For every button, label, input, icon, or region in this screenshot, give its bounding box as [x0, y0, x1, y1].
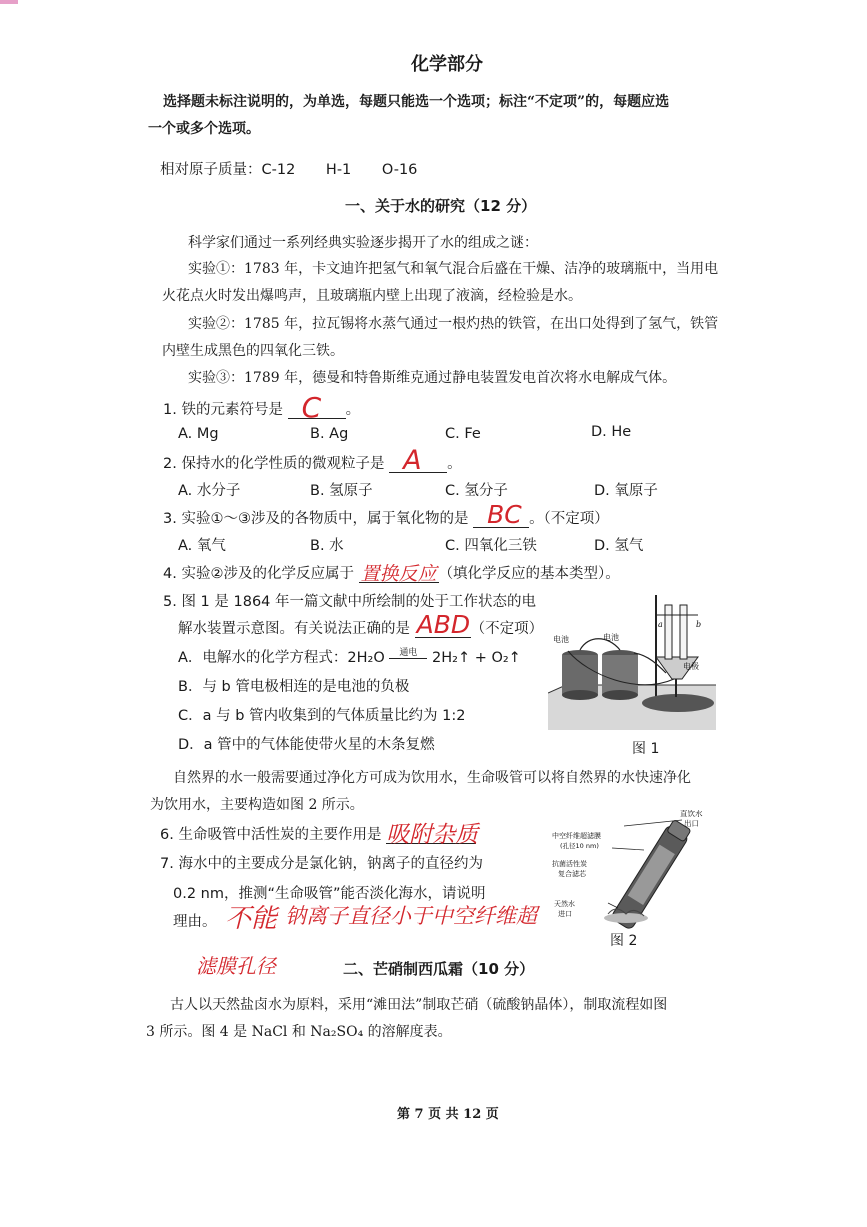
q2-answer: A — [403, 445, 422, 476]
q3-option-a[interactable]: A. 氧气 — [178, 538, 226, 554]
page-title: 化学部分 — [411, 54, 483, 75]
section1-intro: 科学家们通过一系列经典实验逐步揭开了水的组成之谜： — [188, 235, 538, 251]
atomic-mass-c: C-12 — [261, 162, 296, 178]
q2-option-a[interactable]: A. 水分子 — [178, 483, 241, 499]
fig2-carbon-label: 抗菌活性炭 — [552, 860, 587, 868]
q1-end: 。 — [345, 402, 361, 418]
q5-line2-text: 解水装置示意图。有关说法正确的是 — [178, 621, 410, 637]
q1-option-d[interactable]: D. He — [591, 424, 632, 440]
q5-option-a-lhs: A．电解水的化学方程式：2H₂O — [178, 650, 385, 666]
q2-option-b[interactable]: B. 氢原子 — [310, 483, 373, 499]
fig2-carbon-label-2: 复合滤芯 — [558, 870, 586, 878]
figure-2-caption: 图 2 — [610, 933, 638, 949]
q1-text: 1. 铁的元素符号是 — [163, 402, 283, 418]
q3-blank[interactable] — [473, 500, 529, 529]
exp2-line1: 实验②：1785 年，拉瓦锡将水蒸气通过一根灼热的铁管，在出口处得到了氢气，铁管 — [188, 316, 719, 332]
q6-blank[interactable] — [386, 822, 479, 848]
q3-option-d[interactable]: D. 氢气 — [594, 538, 644, 554]
exp1-line1: 实验①：1783 年，卡文迪许把氢气和氧气混合后盛在干燥、洁净的玻璃瓶中，当用电 — [188, 261, 719, 277]
section2-title: 二、芒硝制西瓜霜（10 分） — [343, 960, 535, 978]
q4-answer: 置换反应 — [360, 563, 437, 585]
reaction-condition-text: 通电 — [399, 647, 418, 658]
page-footer: 第 7 页 共 12 页 — [397, 1107, 499, 1122]
q6 — [160, 822, 479, 848]
q1-blank[interactable] — [288, 391, 346, 424]
fig2-inlet-label-2: 进口 — [558, 910, 572, 918]
q2-option-c[interactable]: C. 氢分子 — [445, 483, 508, 499]
fig2-inlet-label: 天然水 — [554, 900, 575, 908]
battery-label-1: 电池 — [553, 635, 569, 644]
q6-answer: 吸附杂质 — [386, 822, 479, 848]
figure-1-caption: 图 1 — [632, 741, 660, 757]
q7-line2: 0.2 nm，推测“生命吸管”能否淡化海水，请说明 — [173, 886, 486, 902]
q5-end: （不定项） — [470, 621, 544, 637]
q4-blank[interactable] — [359, 565, 439, 583]
q3-text: 3. 实验①～③涉及的各物质中，属于氧化物的是 — [163, 511, 469, 527]
q4-end: （填化学反应的基本类型）。 — [438, 566, 620, 582]
reaction-condition — [389, 648, 427, 669]
q3-answer: BC — [487, 500, 522, 529]
q1 — [163, 391, 361, 424]
q1-option-a[interactable]: A. Mg — [178, 426, 219, 442]
q2-text: 2. 保持水的化学性质的微观粒子是 — [163, 456, 385, 472]
atomic-mass-o: O-16 — [381, 162, 418, 178]
q3-option-c[interactable]: C. 四氧化三铁 — [445, 538, 537, 554]
q3-option-b[interactable]: B. 水 — [310, 538, 344, 554]
section2-para-line2: 3 所示。图 4 是 NaCl 和 Na₂SO₄ 的溶解度表。 — [146, 1024, 452, 1040]
fig2-outlet-label: 直饮水 — [680, 810, 703, 818]
q7-answer-3: 滤膜孔径 — [196, 954, 276, 978]
q2 — [163, 445, 462, 476]
q7-line1: 7. 海水中的主要成分是氯化钠，钠离子的直径约为 — [160, 856, 483, 872]
q4-text: 4. 实验②涉及的化学反应属于 — [163, 566, 354, 582]
para2-line1: 自然界的水一般需要通过净化方可成为饮用水，生命吸管可以将自然界的水快速净化 — [173, 770, 691, 786]
q1-answer: C — [301, 391, 322, 424]
q4 — [163, 562, 620, 583]
q2-option-d[interactable]: D. 氧原子 — [594, 483, 658, 499]
figure-2-life-straw — [552, 810, 712, 930]
q5-option-a[interactable] — [178, 646, 521, 669]
section2-para-line1: 古人以天然盐卤水为原料，采用“滩田法”制取芒硝（硫酸钠晶体），制取流程如图 — [170, 997, 668, 1013]
q3 — [163, 500, 609, 529]
tube-b-label: b — [696, 620, 702, 629]
fig2-membrane-label-2: (孔径10 nm) — [560, 842, 599, 850]
battery-label-2: 电池 — [603, 633, 619, 642]
tube-a-label: a — [658, 620, 663, 629]
electrolysis-apparatus-illustration — [548, 585, 716, 730]
q6-text: 6. 生命吸管中活性炭的主要作用是 — [160, 827, 382, 843]
exp3: 实验③：1789 年，德曼和特鲁斯维克通过静电装置发电首次将水电解成气体。 — [188, 370, 677, 386]
section1-title: 一、关于水的研究（12 分） — [345, 197, 537, 215]
q7-answer-1: 不能 — [225, 904, 278, 934]
q7-line3: 理由。 — [173, 914, 217, 930]
q5-line2 — [178, 610, 544, 639]
atomic-mass-label: 相对原子质量： — [160, 162, 262, 178]
q5-option-b[interactable]: B．与 b 管电极相连的是电池的负极 — [178, 679, 410, 695]
q5-option-d[interactable]: D．a 管中的气体能使带火星的木条复燃 — [178, 737, 435, 753]
q2-blank[interactable] — [389, 445, 447, 476]
fig2-membrane-label: 中空纤维超滤膜 — [552, 832, 601, 840]
fig2-outlet-label-2: 出口 — [684, 819, 699, 828]
q2-end: 。 — [447, 456, 462, 472]
figure-1-electrolysis — [548, 585, 716, 730]
exp2-line2: 内壁生成黑色的四氧化三铁。 — [162, 343, 344, 359]
q7-answer-2: 钠离子直径小于中空纤维超 — [285, 904, 537, 928]
atomic-mass-h: H-1 — [325, 162, 352, 178]
para2-line2: 为饮用水，主要构造如图 2 所示。 — [150, 797, 364, 813]
q5-blank[interactable] — [415, 610, 471, 639]
q3-end: 。（不定项） — [529, 511, 609, 527]
q5-option-c[interactable]: C．a 与 b 管内收集到的气体质量比约为 1:2 — [178, 708, 466, 724]
q5-option-a-rhs: 2H₂↑ + O₂↑ — [432, 650, 521, 666]
q5-answer: ABD — [416, 610, 471, 639]
q5-line1: 5. 图 1 是 1864 年一篇文献中所绘制的处于工作状态的电 — [163, 594, 537, 610]
instructions-line2: 一个或多个选项。 — [148, 121, 260, 137]
electrode-label: 电极 — [683, 662, 699, 671]
corner-mark — [0, 0, 18, 4]
instructions-line1: 选择题未标注说明的，为单选，每题只能选一个选项；标注“不定项”的，每题应选 — [163, 94, 670, 110]
exp1-line2: 火花点火时发出爆鸣声，且玻璃瓶内壁上出现了液滴，经检验是水。 — [162, 288, 582, 304]
life-straw-illustration — [552, 810, 712, 930]
q1-option-c[interactable]: C. Fe — [445, 426, 481, 442]
atomic-mass — [160, 158, 417, 179]
q1-option-b[interactable]: B. Ag — [310, 426, 349, 442]
